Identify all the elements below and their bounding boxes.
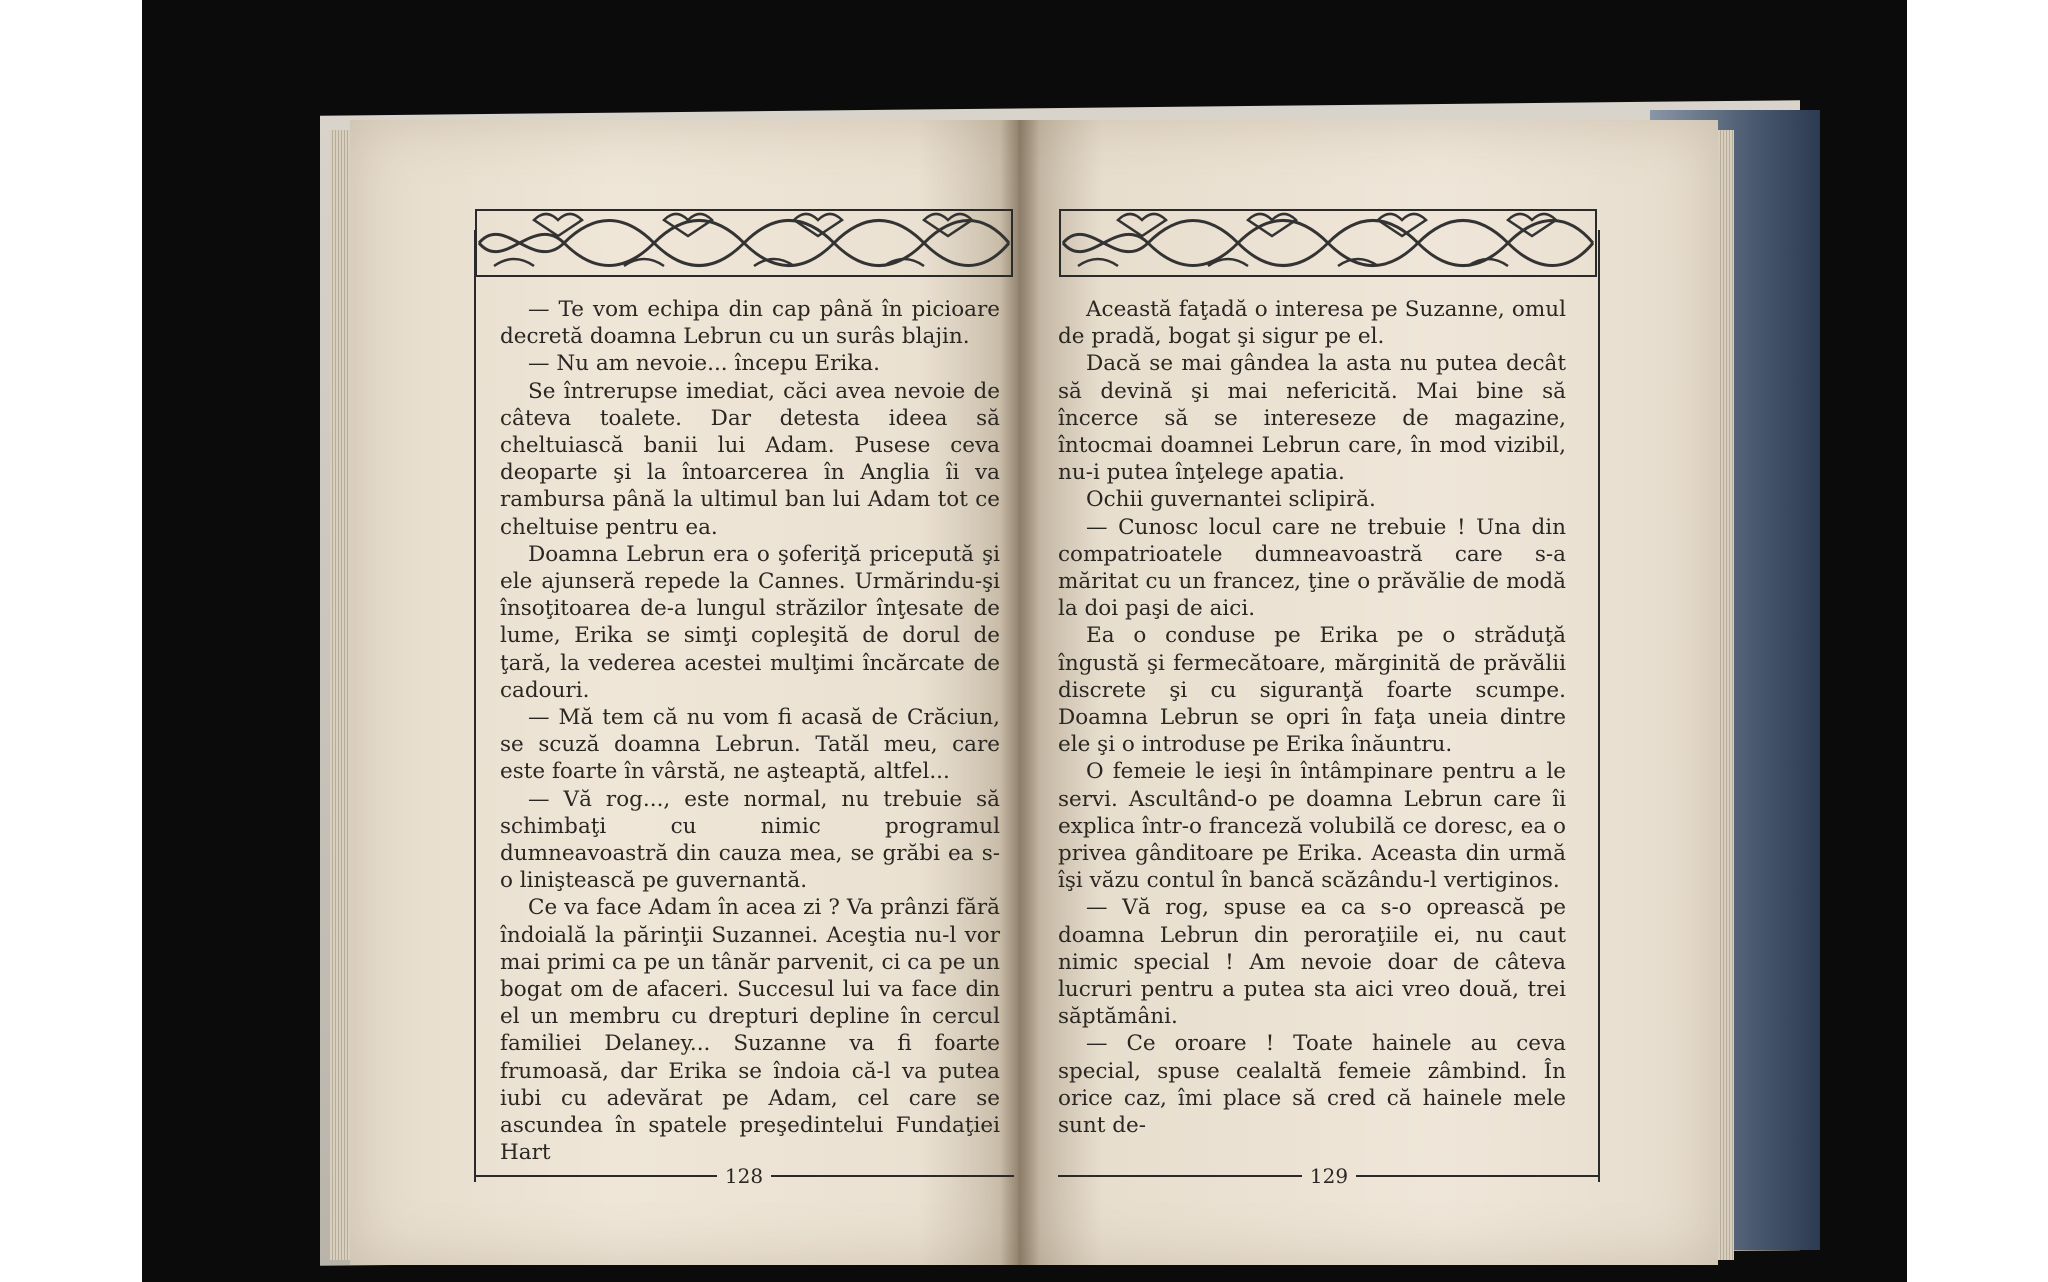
footer-rule [771,1175,1014,1177]
paragraph: Ce va face Adam în acea zi ? Va prânzi fără îndoială la părinţii Suzannei. Aceştia nu-l vor mai primi ca pe un tânăr parvenit, ci ca pe un bogat om de afaceri. Succesul lui va face din el un membru cu drepturi depline în cercul familiei Delaney... Suzanne va fi foarte frumoasă, dar Erika se îndoia că-l va putea iubi cu adevărat pe Adam, cel care se ascundea în spatele preşedintelui Fundaţiei Hart [500,895,1000,1166]
paragraph: — Cunosc locul care ne trebuie ! Una din compatrioatele dumneavoastră care s-a măritat cu un francez, ţine o prăvălie de modă la doi paşi de aici. [1058,514,1566,622]
page-number: 128 [724,1164,764,1188]
left-header-ornament [474,208,1014,278]
paragraph: O femeie le ieşi în întâmpinare pentru a le servi. Ascultând-o pe doamna Lebrun care îi explica într-o franceză volubilă ce doresc, ea o privea gânditoare pe Erika. Aceasta din urmă îşi văzu contul în bancă scăzându-l vertiginos. [1058,759,1566,894]
right-page-footer [1058,1164,1600,1188]
paragraph: — Vă rog, spuse ea ca s-o oprească pe doamna Lebrun din peroraţiile ei, nu caut nimic special ! Am nevoie doar de câteva lucruri pentru a putea sta aici vreo două, trei săptămâni. [1058,895,1566,1030]
paragraph: Această faţadă o interesa pe Suzanne, omul de pradă, bogat şi sigur pe el. [1058,297,1566,350]
right-header-ornament [1058,208,1598,278]
ornament-vine-icon [1058,208,1598,278]
left-page-footer [474,1164,1014,1188]
paragraph: Ochii guvernantei sclipiră. [1086,487,1376,513]
ornament-vine-icon [474,208,1014,278]
paragraph: Se întrerupse imediat, căci avea nevoie de câteva toalete. Dar detesta ideea să cheltuiască banii lui Adam. Pusese ceva deoparte şi la întoarcerea în Anglia îi va rambursa până la ultimul ban lui Adam tot ce cheltuise pentru ea. [500,378,1000,540]
left-page-text [500,296,1000,1167]
book-gutter [1000,120,1040,1265]
paragraph: — Nu am nevoie... începu Erika. [528,351,880,377]
paragraph: Dacă se mai gândea la asta nu putea decât să devină şi mai nefericită. Mai bine să încerce să se intereseze de magazine, întocmai doamnei Lebrun care, în mod vizibil, nu-i putea înţelege apatia. [1058,351,1566,486]
paragraph: Ea o conduse pe Erika pe o străduţă îngustă şi fermecătoare, mărginită de prăvălii discrete şi cu siguranţă foarte scumpe. Doamna Lebrun se opri în faţa uneia dintre ele şi o introduse pe Erika înăuntru. [1058,623,1566,758]
footer-rule [474,1175,717,1177]
left-frame-line [474,230,476,1182]
page-number: 129 [1309,1164,1349,1188]
right-frame-line [1598,230,1600,1182]
footer-rule [1058,1175,1302,1177]
paragraph: Doamna Lebrun era o şoferiţă pricepută şi ele ajunseră repede la Cannes. Urmărindu-şi însoţitoarea de-a lungul străzilor înţesate de lume, Erika se simţi copleşită de dorul de ţară, la vederea acestei mulţimi încărcate de cadouri. [500,541,1000,703]
paragraph: — Mă tem că nu vom fi acasă de Crăciun, se scuză doamna Lebrun. Tatăl meu, care este foarte în vârstă, ne aşteaptă, altfel... [500,705,1000,785]
right-page-text [1058,296,1566,1139]
paragraph: — Ce oroare ! Toate hainele au ceva special, spuse cealaltă femeie zâmbind. În orice caz, îmi place să cred că hainele mele sunt de- [1058,1031,1566,1139]
paragraph: — Vă rog..., este normal, nu trebuie să schimbaţi cu nimic programul dumneavoastră din cauza mea, se grăbi ea s-o liniştească pe guvernantă. [500,786,1000,894]
paragraph: — Te vom echipa din cap până în picioare decretă doamna Lebrun cu un surâs blajin. [500,297,1000,350]
footer-rule [1356,1175,1600,1177]
